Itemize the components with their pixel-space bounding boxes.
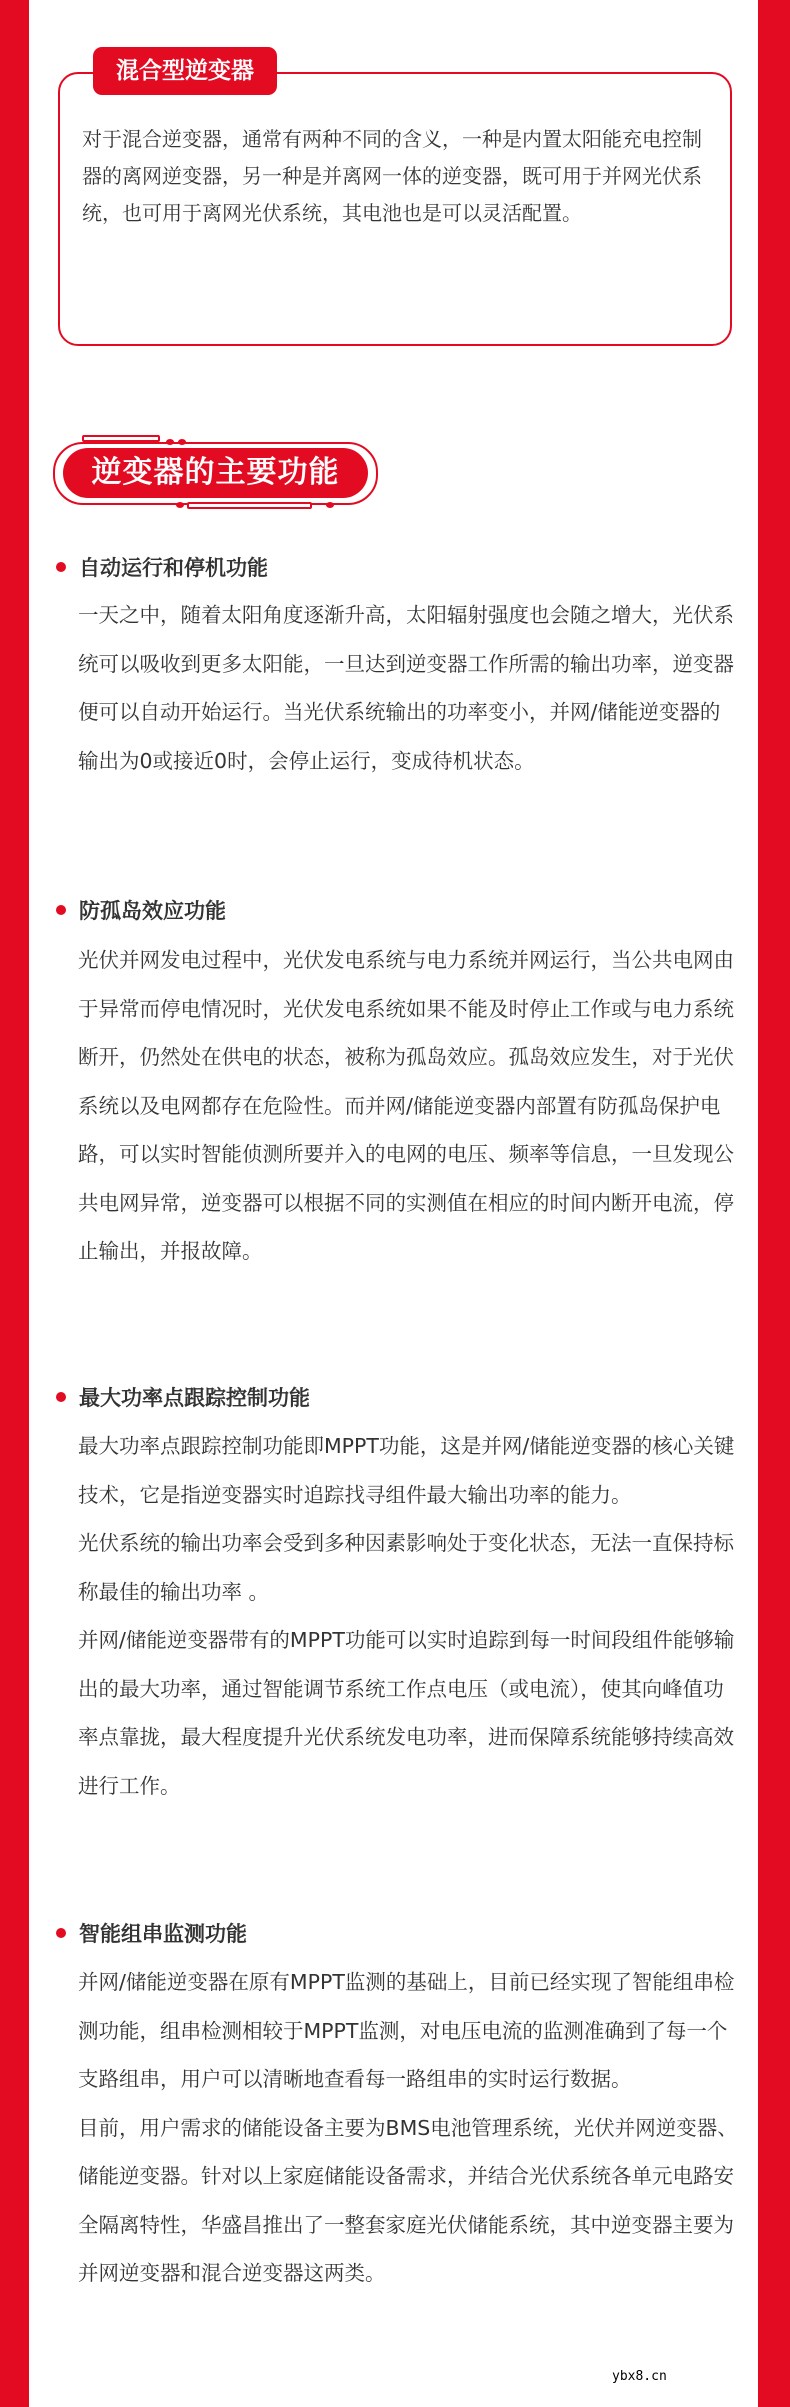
feature-body-auto-run: [78, 591, 740, 785]
feature-body-mppt: [78, 1422, 740, 1810]
heading-decoration-dot: [176, 502, 184, 508]
feature-body-anti-islanding: [78, 936, 740, 1276]
watermark: ybx8.cn: [612, 2369, 667, 2384]
bullet-dot-icon: [56, 562, 66, 572]
heading-decoration-bottom-bar: [187, 502, 312, 509]
right-red-border: [758, 0, 790, 2407]
paragraph: 光伏系统的输出功率会受到多种因素影响处于变化状态，无法一直保持标称最佳的输出功率 。: [78, 1531, 734, 1604]
paragraph: 一天之中，随着太阳角度逐渐升高，太阳辐射强度也会随之增大，光伏系统可以吸收到更多太阳能，一旦达到逆变器工作所需的输出功率，逆变器便可以自动开始运行。当光伏系统输出的功率变小，并网/储能逆变器的输出为0或接近0时，会停止运行，变成待机状态。: [78, 603, 734, 773]
feature-title: 最大功率点跟踪控制功能: [79, 1386, 310, 1410]
heading-decoration-dot: [178, 439, 186, 445]
left-red-border: [0, 0, 29, 2407]
paragraph: 并网/储能逆变器带有的MPPT功能可以实时追踪到每一时间段组件能够输出的最大功率，通过智能调节系统工作点电压（或电流），使其向峰值功率点靠拢，最大程度提升光伏系统发电功率，进而保障系统能够持续高效进行工作。: [78, 1628, 735, 1798]
bullet-dot-icon: [56, 1928, 66, 1938]
heading-decoration-dot: [326, 502, 334, 508]
hybrid-inverter-tab-label: 混合型逆变器: [93, 47, 277, 95]
paragraph: 并网/储能逆变器在原有MPPT监测的基础上，目前已经实现了智能组串检测功能，组串检测相较于MPPT监测，对电压电流的监测准确到了每一个支路组串，用户可以清晰地查看每一路组串的实时运行数据。: [78, 1970, 735, 2091]
feature-title: 智能组串监测功能: [79, 1922, 247, 1946]
feature-heading-anti-islanding: [56, 895, 226, 925]
feature-title: 防孤岛效应功能: [79, 899, 226, 923]
bullet-dot-icon: [56, 1392, 66, 1402]
hybrid-inverter-description: 对于混合逆变器，通常有两种不同的含义，一种是内置太阳能充电控制器的离网逆变器，另一种是并离网一体的逆变器，既可用于并网光伏系统，也可用于离网光伏系统，其电池也是可以灵活配置。: [82, 127, 702, 225]
paragraph: 光伏并网发电过程中，光伏发电系统与电力系统并网运行，当公共电网由于异常而停电情况时，光伏发电系统如果不能及时停止工作或与电力系统断开，仍然处在供电的状态，被称为孤岛效应。孤岛效应发生，对于光伏系统以及电网都存在危险性。而并网/储能逆变器内部置有防孤岛保护电路，可以实时智能侦测所要并入的电网的电压、频率等信息，一旦发现公共电网异常，逆变器可以根据不同的实测值在相应的时间内断开电流，停止输出，并报故障。: [78, 948, 734, 1263]
heading-decoration-top-bar: [82, 435, 160, 442]
feature-heading-string-monitoring: [56, 1918, 247, 1948]
feature-heading-auto-run: [56, 552, 268, 582]
paragraph: 最大功率点跟踪控制功能即MPPT功能，这是并网/储能逆变器的核心关键技术，它是指逆变器实时追踪找寻组件最大输出功率的能力。: [78, 1434, 735, 1507]
feature-heading-mppt: [56, 1382, 310, 1412]
bullet-dot-icon: [56, 905, 66, 915]
heading-decoration-dot: [166, 439, 174, 445]
feature-title: 自动运行和停机功能: [79, 556, 268, 580]
section-title: 逆变器的主要功能: [63, 448, 368, 498]
paragraph: 目前，用户需求的储能设备主要为BMS电池管理系统，光伏并网逆变器、储能逆变器。针对以上家庭储能设备需求，并结合光伏系统各单元电路安全隔离特性，华盛昌推出了一整套家庭光伏储能系统，其中逆变器主要为并网逆变器和混合逆变器这两类。: [78, 2115, 738, 2285]
feature-body-string-monitoring: [78, 1958, 740, 2298]
